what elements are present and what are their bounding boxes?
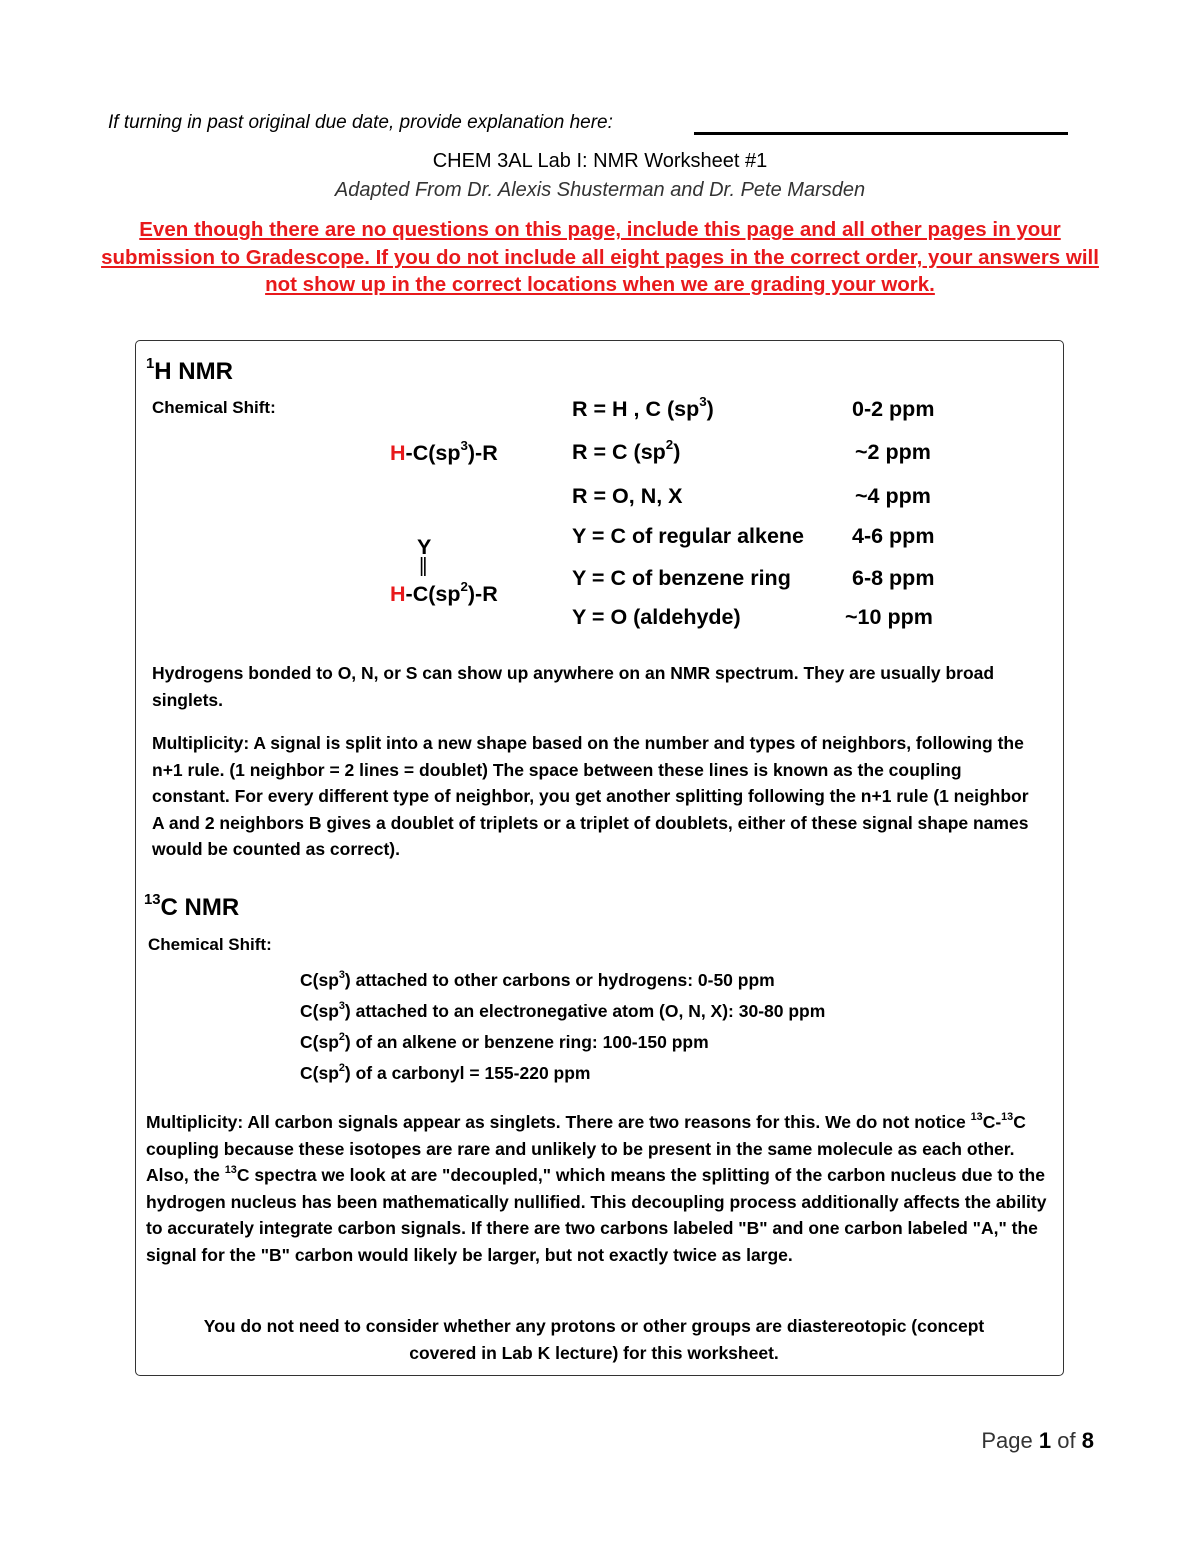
- structure-y-atom: Y: [417, 535, 432, 559]
- h-shift-ppm: 6-8 ppm: [852, 566, 935, 590]
- h-chemical-shift-label: Chemical Shift:: [152, 398, 276, 417]
- h-shift-ppm: ~4 ppm: [855, 484, 931, 508]
- c-chemical-shift-label: Chemical Shift:: [148, 935, 272, 954]
- c-nmr-heading: $^{13}$C NMR: [144, 891, 240, 921]
- h-shift-row: R = H , C $(sp^3)$: [572, 394, 714, 421]
- page-number: Page 1 of 8: [981, 1428, 1094, 1453]
- page-subtitle: Adapted From Dr. Alexis Shusterman and Dr. Pete Marsden: [334, 179, 866, 201]
- diastereotopic-note: You do not need to consider whether any protons or other groups are diastereotopic (concept covered in Lab K lecture) for this worksheet.: [203, 1316, 985, 1363]
- h-nmr-heading: $^1$H NMR: [146, 355, 233, 385]
- h-multiplicity-paragraph: Multiplicity: A signal is split into a new shape based on the number and types of neighbors, following the n+1 rule. (1 neighbor = 2 lines = doublet) The space between these lines is known as the coupling constant. For every different type of neighbor, you get another splitting following the n+1 rule (1 neighbor A and 2 neighbors B gives a doublet of triplets or a triplet of doublets, either of these signal shape names would be counted as correct).: [152, 733, 1029, 859]
- h-shift-row: Y = C of benzene ring: [572, 566, 791, 590]
- c-shift-line: $C(sp^2)$ of an alkene or benzene ring: 100-150 ppm: [300, 1030, 709, 1052]
- h-shift-row: Y = C of regular alkene: [572, 524, 805, 548]
- c-shift-line: $C(sp^2)$ of a carbonyl = 155-220 ppm: [300, 1061, 591, 1083]
- late-explanation-blank[interactable]: [694, 132, 1068, 135]
- late-explanation-prompt: If turning in past original due date, provide explanation here:: [108, 112, 613, 133]
- h-shift-ppm: 4-6 ppm: [852, 524, 935, 548]
- structure-double-bond: ||: [419, 555, 426, 577]
- page-title: CHEM 3AL Lab I: NMR Worksheet #1: [432, 150, 768, 172]
- h-shift-ppm: 0-2 ppm: [852, 397, 935, 421]
- hetero-hydrogen-note: Hydrogens bonded to O, N, or S can show up anywhere on an NMR spectrum. They are usually broad singlets.: [152, 663, 995, 710]
- c-multiplicity-paragraph: Multiplicity: All carbon signals appear as singlets. There are two reasons for this. We do not notice $^{13}$C-$^{13}$C coupling because these isotopes are rare and unlikely to be present in the same molecule as each other. Also, the $^{13}$C spectra we look at are "decoupled," which means the splitting of the carbon nucleus due to the hydrogen nucleus has been mathematically nullified. This decoupling process additionally affects the ability to accurately integrate carbon signals. If there are two carbons labeled "B" and one carbon labeled "A," the signal for the "B" carbon would likely be larger, but not exactly twice as large.: [146, 1110, 1047, 1265]
- structure-sp3: $H-C(sp^3)-R$: [390, 438, 498, 465]
- h-shift-ppm: ~10 ppm: [845, 605, 933, 629]
- h-shift-row: R = O, N, X: [572, 484, 683, 508]
- submission-warning: Even though there are no questions on this page, include this page and all other pages in your submission to Gradescope. If you do not include all eight pages in the correct order, your answers will not show up in the correct locations when we are grading your work.: [101, 218, 1099, 296]
- h-shift-ppm: ~2 ppm: [855, 440, 931, 464]
- c-shift-line: $C(sp^3)$ attached to an electronegative atom (O, N, X): 30-80 ppm: [300, 999, 826, 1021]
- c-shift-line: $C(sp^3)$ attached to other carbons or hydrogens: 0-50 ppm: [300, 968, 775, 990]
- structure-sp2: $H-C(sp^2)-R$: [390, 579, 498, 606]
- h-shift-row: R = C $(sp^2)$: [572, 437, 681, 464]
- h-shift-row: Y = O (aldehyde): [572, 605, 741, 629]
